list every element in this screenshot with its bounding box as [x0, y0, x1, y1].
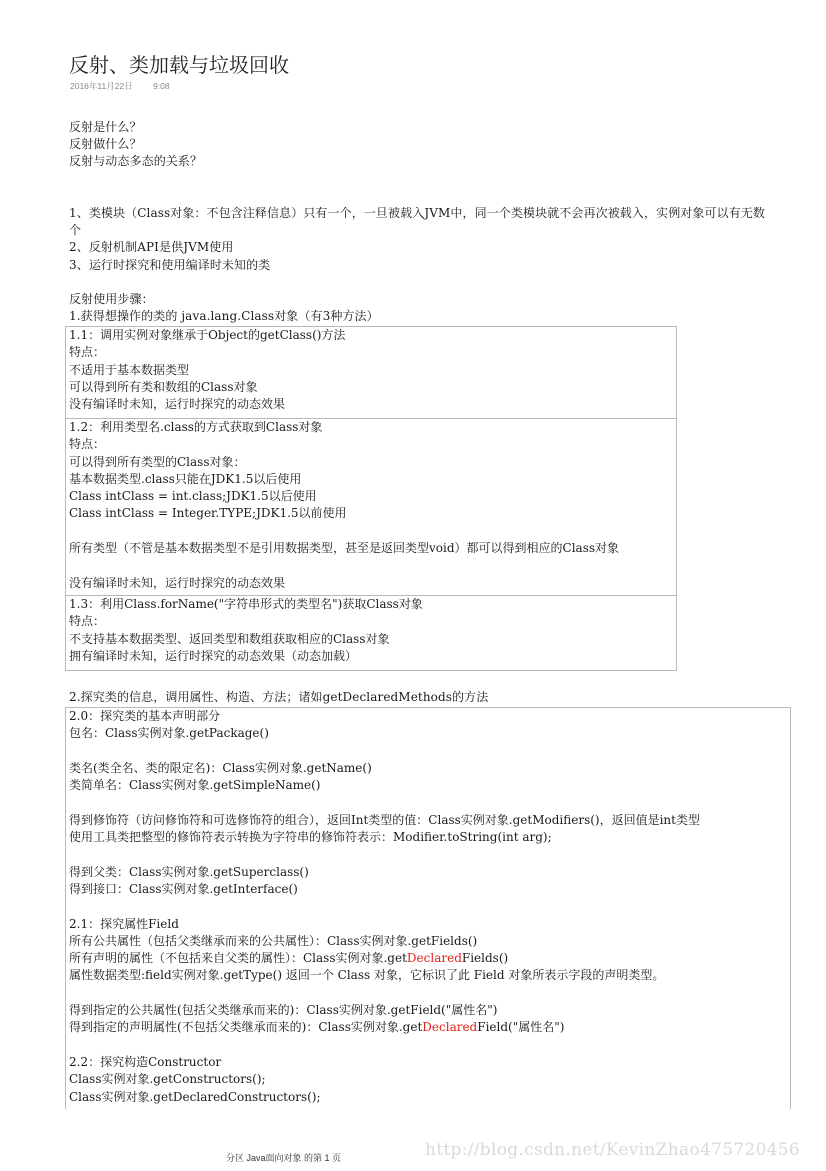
cell-text: 所有声明的属性（不包括来自父类的属性）：Class实例对象.get — [69, 951, 407, 966]
cell-line — [66, 1037, 790, 1054]
cell-line: 没有编译时未知，运行时探究的动态效果 — [69, 575, 286, 590]
cell-line: 1.3：利用Class.forName("字符串形式的类型名")获取Class对象 — [69, 597, 423, 611]
page-title: 反射、类加载与垃圾回收 — [69, 53, 289, 77]
cell-line: Class intClass = int.class;JDK1.5以后使用 — [69, 489, 317, 504]
cell-line: 2.1：探究属性Field — [69, 916, 179, 931]
step1-table — [65, 326, 677, 671]
cell-line — [66, 950, 790, 967]
cell-line — [66, 523, 676, 540]
cell-line: 所有公共属性（包括父类继承而来的公共属性）：Class实例对象.getFields() — [69, 933, 478, 948]
point-line: 2、反射机制API是供JVM使用 — [69, 240, 234, 254]
cell-line: Class实例对象.getDeclaredConstructors(); — [69, 1089, 321, 1104]
cell-line — [66, 898, 790, 915]
cell-line — [66, 743, 790, 760]
cell-text: Field("属性名") — [477, 1020, 565, 1035]
cell-line: 得到指定的公共属性(包括父类继承而来的)：Class实例对象.getField("属性名") — [69, 1003, 498, 1018]
cell-line: Class intClass = Integer.TYPE;JDK1.5以前使用 — [69, 506, 347, 521]
cell-line: 可以得到所有类和数组的Class对象 — [69, 379, 258, 394]
cell-line: 基本数据类型.class只能在JDK1.5以后使用 — [69, 471, 302, 486]
cell-line: 类名(类全名、类的限定名)：Class实例对象.getName() — [69, 760, 372, 775]
cell-line: 可以得到所有类型的Class对象： — [69, 454, 246, 469]
steps-heading: 反射使用步骤： — [69, 292, 154, 306]
cell-text: Fields() — [461, 951, 509, 966]
intro-line: 反射做什么？ — [69, 137, 142, 151]
page-date: 2016年11月22日 — [70, 81, 133, 91]
cell-line: 特点： — [69, 437, 106, 452]
cell-line: 特点： — [69, 345, 106, 360]
cell-line: 特点： — [69, 614, 106, 629]
step1-cell-dotclass — [66, 419, 676, 596]
cell-line: 没有编译时未知，运行时探究的动态效果 — [69, 397, 286, 412]
page-meta — [70, 80, 170, 92]
cell-line: 得到接口：Class实例对象.getInterface() — [69, 881, 298, 896]
cell-line: 拥有编译时未知，运行时探究的动态效果（动态加载） — [69, 648, 358, 663]
step2-cell — [66, 708, 790, 1106]
intro-line: 反射是什么？ — [69, 120, 142, 134]
step1-heading: 1.获得想操作的类的 java.lang.Class对象（有3种方法） — [69, 309, 379, 323]
highlight-declared: Declared — [406, 951, 462, 966]
watermark: http://blog.csdn.net/KevinZhao475720456 — [425, 1140, 801, 1160]
cell-line: 1.1：调用实例对象继承于Object的getClass()方法 — [69, 328, 346, 342]
intro-line: 反射与动态多态的关系？ — [69, 154, 203, 168]
cell-line — [66, 1019, 790, 1036]
cell-line: 所有类型（不管是基本数据类型不是引用数据类型，甚至是返回类型void）都可以得到相应的Class对象 — [69, 541, 620, 556]
cell-line: 1.2：利用类型名.class的方式获取到Class对象 — [69, 420, 323, 434]
cell-line: 包名：Class实例对象.getPackage() — [69, 726, 269, 741]
cell-line: 不支持基本数据类型、返回类型和数组获取相应的Class对象 — [69, 631, 390, 646]
page-time: 9:08 — [153, 81, 170, 91]
highlight-declared: Declared — [422, 1020, 478, 1035]
cell-line: 不适用于基本数据类型 — [69, 362, 190, 377]
cell-line — [66, 557, 676, 574]
page-footer: 分区 Java面向对象 的第 1 页 — [226, 1153, 342, 1163]
cell-line: 得到修饰符（访问修饰符和可选修饰符的组合），返回Int类型的值：Class实例对象.getModifiers()，返回值是int类型 — [69, 812, 700, 827]
cell-line — [66, 985, 790, 1002]
cell-line: 使用工具类把整型的修饰符表示转换为字符串的修饰符表示：Modifier.toString(int arg); — [69, 830, 552, 845]
point-line: 1、类模块（Class对象：不包含注释信息）只有一个，一旦被载入JVM中，同一个类模块就不会再次被载入，实例对象可以有无数 — [69, 206, 765, 220]
cell-line: 类简单名：Class实例对象.getSimpleName() — [69, 778, 321, 793]
cell-line: 得到父类：Class实例对象.getSuperclass() — [69, 864, 309, 879]
cell-line — [66, 794, 790, 811]
step2-heading: 2.探究类的信息，调用属性、构造、方法；诸如getDeclaredMethods的方法 — [69, 690, 489, 704]
point-line: 个 — [69, 223, 82, 237]
cell-line — [66, 846, 790, 863]
cell-line: Class实例对象.getConstructors(); — [69, 1072, 266, 1087]
step1-cell-forname — [66, 596, 676, 670]
step2-box — [65, 707, 791, 1109]
cell-line: 2.0：探究类的基本声明部分 — [69, 709, 221, 723]
point-line: 3、运行时探究和使用编译时未知的类 — [69, 258, 271, 272]
cell-line: 2.2：探究构造Constructor — [69, 1054, 222, 1069]
step1-cell-getclass — [66, 327, 676, 419]
cell-line: 属性数据类型:field实例对象.getType() 返回一个 Class 对象，它标识了此 Field 对象所表示字段的声明类型。 — [69, 968, 665, 983]
cell-text: 得到指定的声明属性(不包括父类继承而来的)：Class实例对象.get — [69, 1020, 423, 1035]
